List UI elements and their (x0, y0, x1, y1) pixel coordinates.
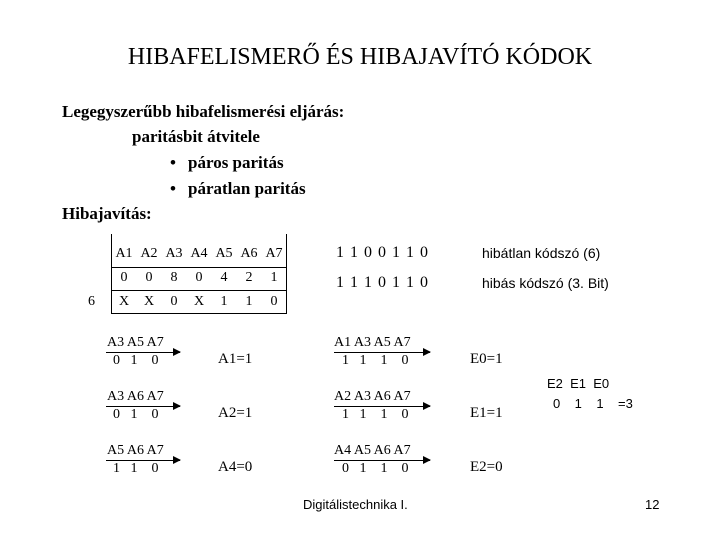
intro-subheading: paritásbit átvitele (132, 127, 260, 146)
check-vars: A4 A5 A6 A7 (334, 443, 411, 458)
check-vals: 0 1 1 0 (342, 461, 409, 476)
table-cell: 1 (245, 294, 253, 309)
table-cell: X (193, 294, 205, 309)
table-header-cell: A5 (215, 246, 233, 261)
check-underline-arrow (106, 460, 180, 461)
check-result: E0=1 (470, 351, 503, 367)
check-vars: A3 A5 A7 (107, 335, 164, 350)
check-vars: A2 A3 A6 A7 (334, 389, 411, 404)
check-vals: 1 1 1 0 (342, 407, 409, 422)
table-header-cell: A3 (165, 246, 183, 261)
check-underline-arrow (334, 406, 430, 407)
bullet-label: páratlan paritás (188, 179, 306, 198)
bullet-icon: • (170, 179, 176, 198)
check-result: A4=0 (218, 459, 253, 475)
table-cell: 8 (170, 270, 178, 285)
table-cell: X (143, 294, 155, 309)
table-border-right (286, 234, 287, 314)
bullet-item (170, 153, 284, 173)
codeword-desc: hibátlan kódszó (6) (482, 245, 601, 261)
check-underline-arrow (106, 352, 180, 353)
table-cell: 1 (220, 294, 228, 309)
table-header-cell: A7 (265, 246, 283, 261)
table-cell: 4 (220, 270, 228, 285)
table-cell: 0 (120, 270, 128, 285)
check-result: E2=0 (470, 459, 503, 475)
codeword-desc: hibás kódszó (3. Bit) (482, 275, 609, 291)
table-cell: 0 (170, 294, 178, 309)
table-header-row (112, 246, 288, 266)
check-vals: 1 1 0 (113, 461, 159, 476)
error-vector-values: 0 1 1 =3 (553, 396, 633, 411)
bullet-item (170, 179, 306, 199)
table-row-label: 6 (88, 294, 95, 309)
codeword-bits: 1 1 1 0 1 1 0 (336, 274, 429, 291)
table-border-left (111, 234, 112, 314)
codeword-bits: 1 1 0 0 1 1 0 (336, 244, 429, 261)
table-row (112, 270, 288, 290)
check-vars: A1 A3 A5 A7 (334, 335, 411, 350)
table-header-cell: A4 (190, 246, 208, 261)
check-vals: 0 1 0 (113, 407, 159, 422)
bullet-icon: • (170, 153, 176, 172)
table-cell: 0 (195, 270, 203, 285)
check-underline-arrow (334, 352, 430, 353)
table-rule (111, 290, 287, 291)
check-vals: 1 1 1 0 (342, 353, 409, 368)
check-underline-arrow (106, 406, 180, 407)
page-number: 12 (645, 497, 660, 512)
check-underline-arrow (334, 460, 430, 461)
error-vector-header: E2 E1 E0 (547, 376, 610, 391)
check-vars: A5 A6 A7 (107, 443, 164, 458)
table-rule (111, 313, 287, 314)
table-cell: X (118, 294, 130, 309)
check-result: A2=1 (218, 405, 253, 421)
table-header-cell: A1 (115, 246, 133, 261)
table-cell: 0 (145, 270, 153, 285)
intro-heading: Legegyszerűbb hibafelismerési eljárás: (62, 102, 345, 121)
correction-heading: Hibajavítás: (62, 204, 152, 223)
table-cell: 0 (270, 294, 278, 309)
page-title: HIBAFELISMERŐ ÉS HIBAJAVÍTÓ KÓDOK (127, 44, 593, 70)
table-cell: 1 (270, 270, 278, 285)
table-header-cell: A2 (140, 246, 158, 261)
table-rule (111, 267, 287, 268)
table-cell: 2 (245, 270, 253, 285)
bullet-label: páros paritás (188, 153, 284, 172)
check-vals: 0 1 0 (113, 353, 159, 368)
footer-text: Digitálistechnika I. (303, 497, 408, 512)
table-row (112, 294, 288, 314)
table-header-cell: A6 (240, 246, 258, 261)
check-result: A1=1 (218, 351, 253, 367)
check-result: E1=1 (470, 405, 503, 421)
check-vars: A3 A6 A7 (107, 389, 164, 404)
